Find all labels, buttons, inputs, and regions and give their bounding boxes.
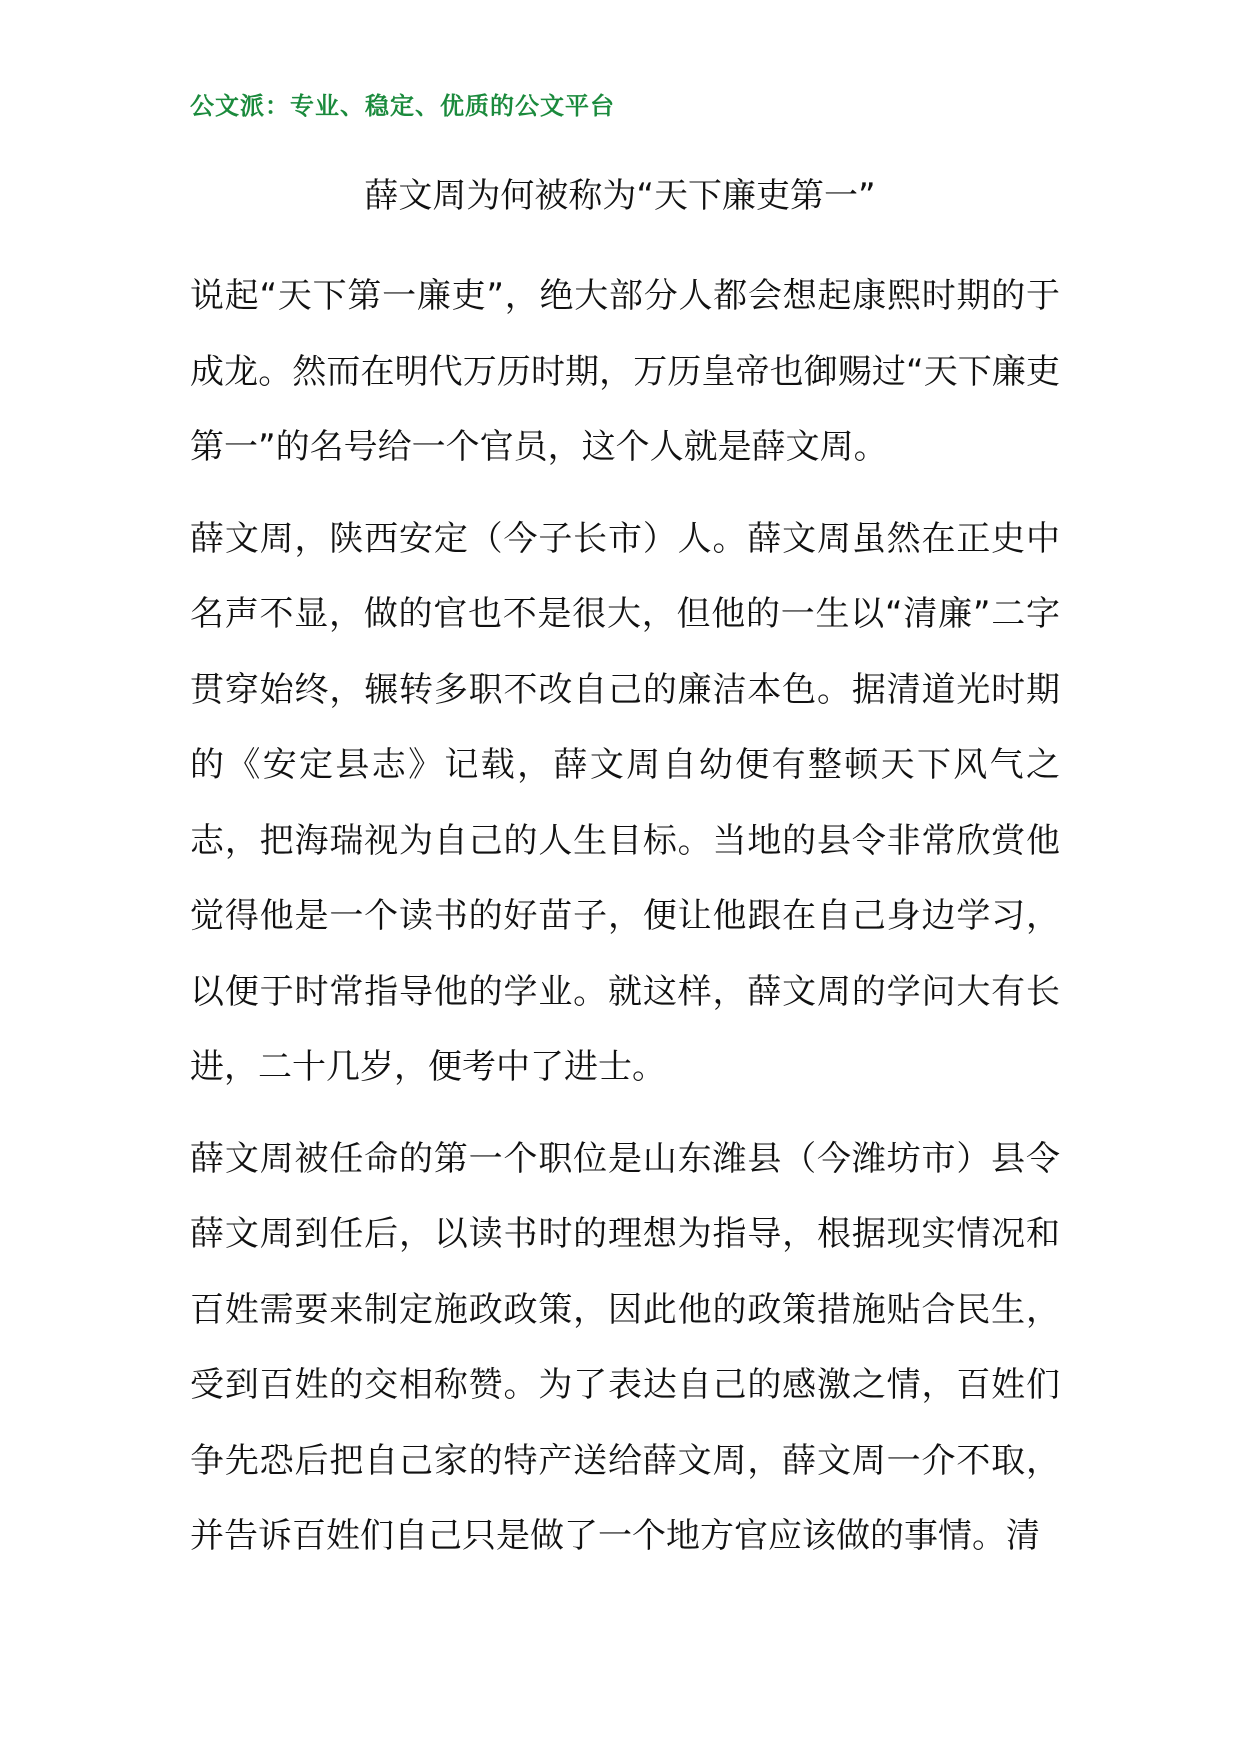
document-body bbox=[190, 259, 1060, 1591]
paragraph-1: 说起“天下第一廉吏”，绝大部分人都会想起康熙时期的于成龙。然而在明代万历时期，万历皇帝也御赐过“天下廉吏第一”的名号给一个官员，这个人就是薛文周。 bbox=[190, 276, 1060, 467]
document-title: 薛文周为何被称为“天下廉吏第一” bbox=[364, 176, 876, 216]
paragraph-2: 薛文周，陕西安定（今子长市）人。薛文周虽然在正史中名声不显，做的官也不是很大，但他的一生以“清廉”二字贯穿始终，辗转多职不改自己的廉洁本色。据清道光时期的《安定县志》记载，薛文周自幼便有整顿天下风气之志，把海瑞视为自己的人生目标。当地的县令非常欣赏他觉得他是一个读书的好苗子，便让他跟在自己身边学习，以便于时常指导他的学业。就这样，薛文周的学问大有长进，二十几岁，便考中了进士。 bbox=[190, 518, 1060, 1087]
paragraph-3: 薛文周被任命的第一个职位是山东潍县（今潍坊市）县令薛文周到任后，以读书时的理想为指导，根据现实情况和百姓需要来制定施政政策，因此他的政策措施贴合民生，受到百姓的交相称赞。为了表达自己的感激之情，百姓们争先恐后把自己家的特产送给薛文周，薛文周一介不取，并告诉百姓们自己只是做了一个地方官应该做的事情。清 bbox=[190, 1138, 1060, 1556]
header-banner: 公文派：专业、稳定、优质的公文平台 bbox=[190, 92, 615, 120]
